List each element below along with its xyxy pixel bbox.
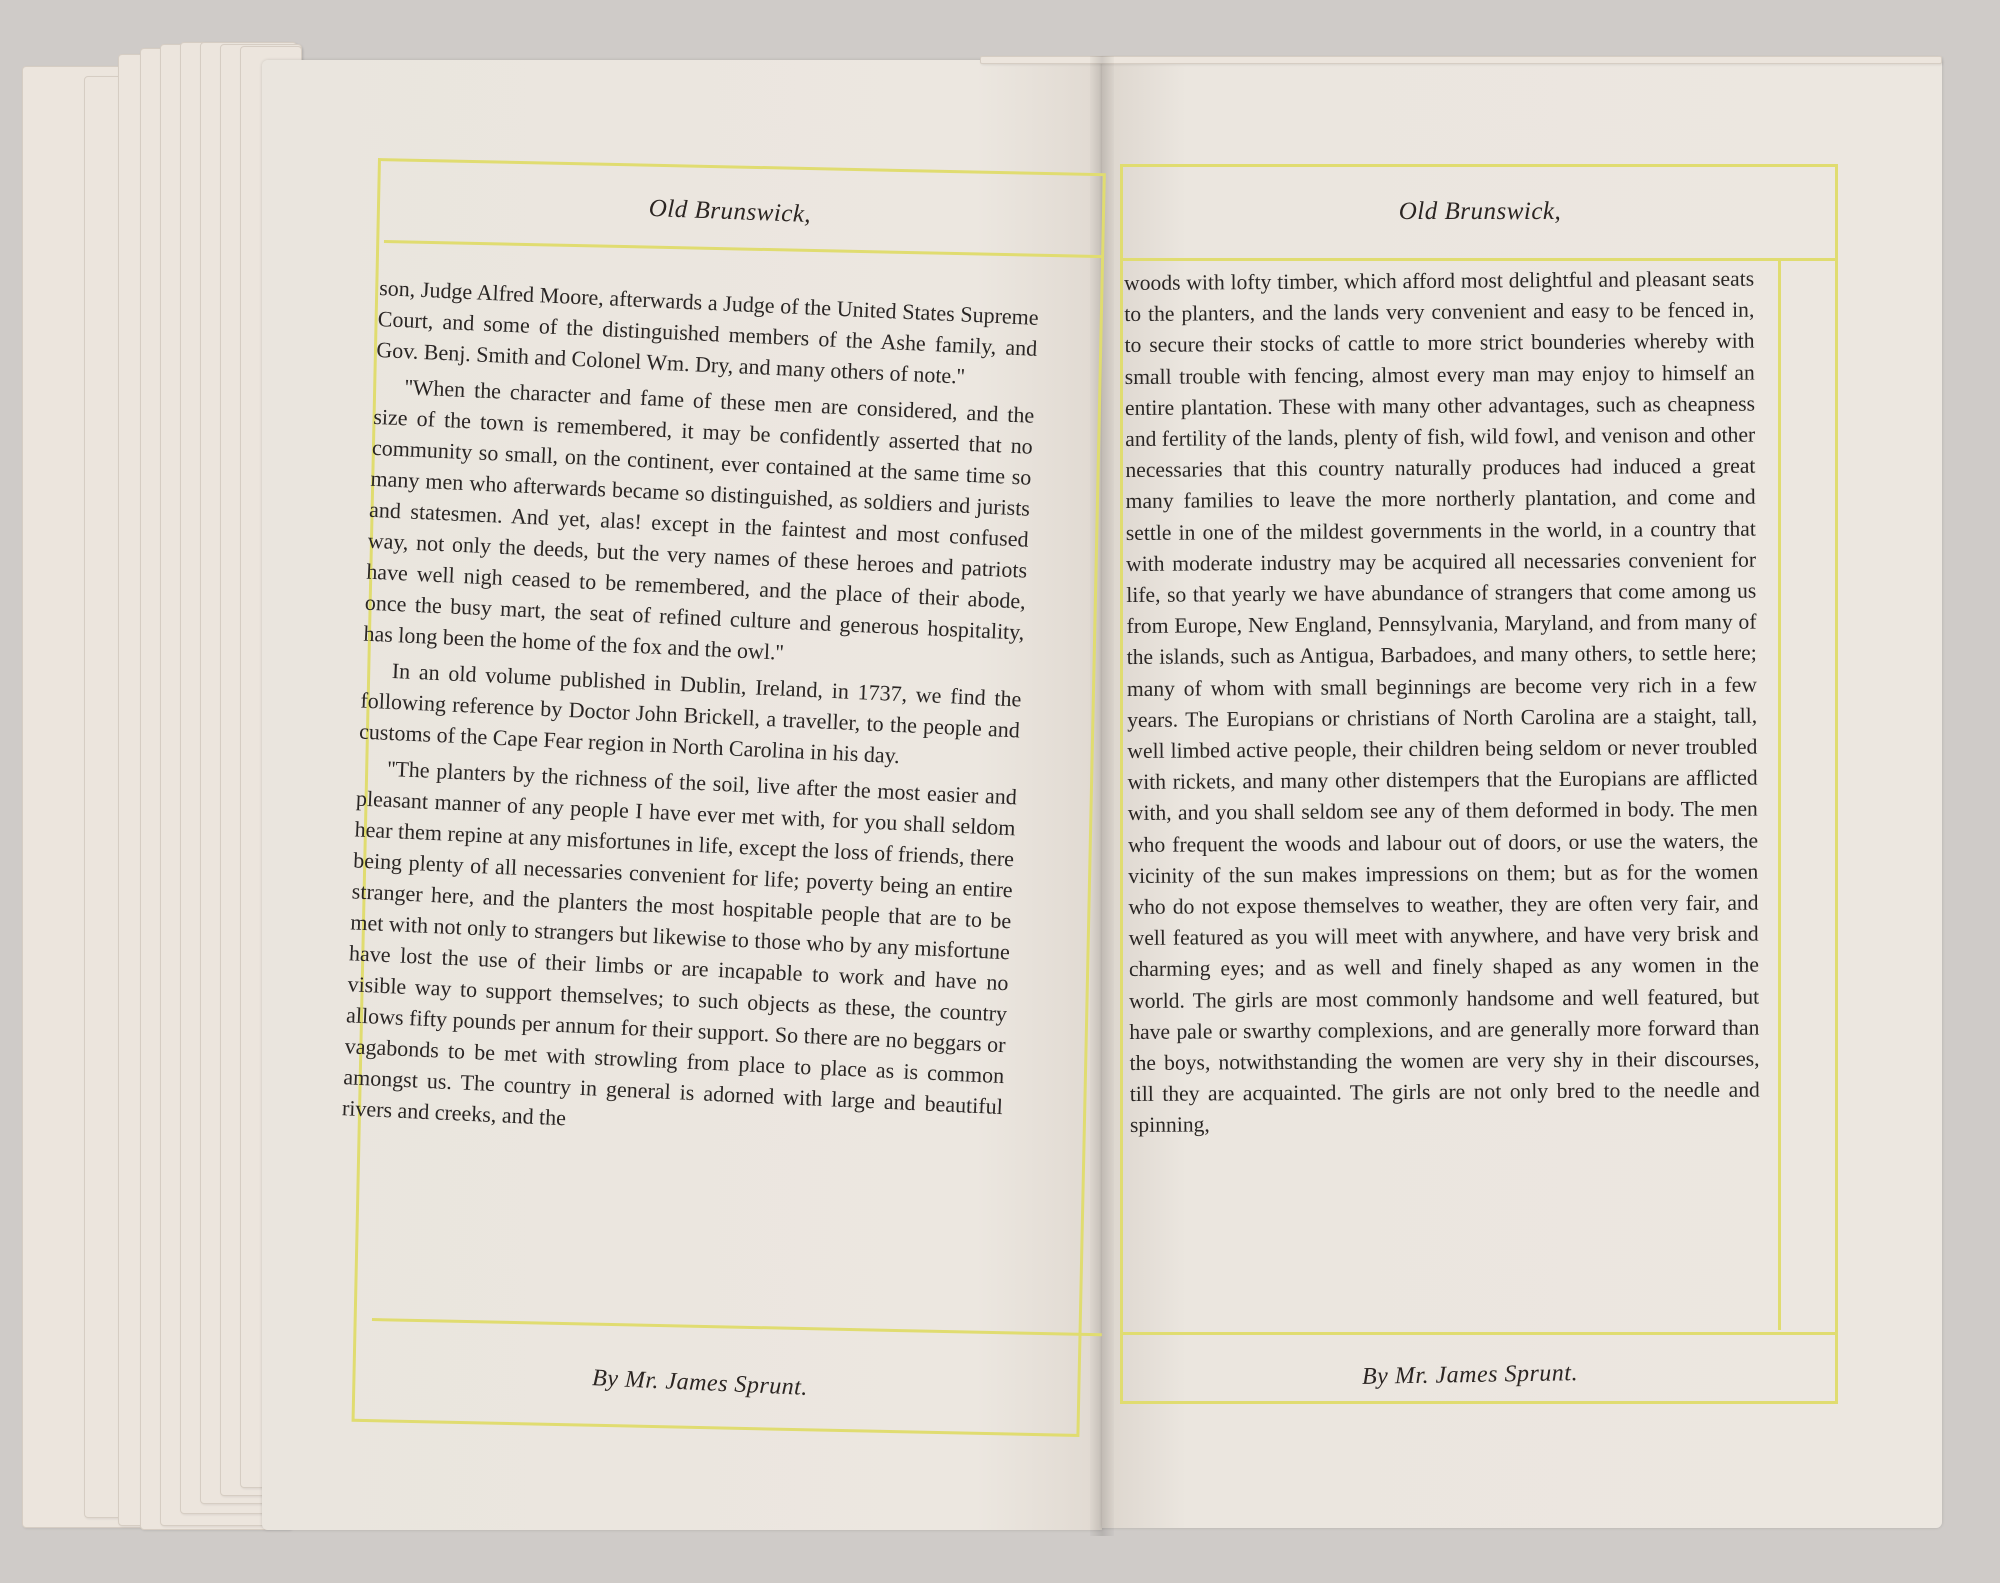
- right-page-header: Old Brunswick,: [1398, 198, 1562, 225]
- page-edge: [980, 56, 1942, 64]
- paragraph: ''When the character and fame of these men are considered, and the size of the town is remembered, it may be confidently asserted that no community so small, on the continent, ever contained at the same time so many men who afterwards became so distinguished, as soldiers and jurists and statesmen. And yet, alas! except in the faintest and most confused way, not only the deeds, but the very names of these heroes and patriots have well nigh ceased to be remembered, and the place of their abode, once the busy mart, the seat of refined culture and generous hospitality, has long been the home of the fox and the owl.'': [363, 374, 1035, 665]
- right-page-footer: By Mr. James Sprunt.: [1361, 1360, 1579, 1390]
- left-page-footer: By Mr. James Sprunt.: [591, 1365, 809, 1401]
- left-page-header: Old Brunswick,: [648, 194, 812, 229]
- right-page-body: [1124, 264, 1760, 1142]
- paragraph: son, Judge Alfred Moore, afterwards a Judge of the United States Supreme Court, and some of the distinguished members of the Ashe family, and Gov. Benj. Smith and Colonel Wm. Dry, and many others of note.'': [375, 274, 1040, 389]
- right-header-rule: [1120, 258, 1838, 261]
- right-footer-rule: [1120, 1332, 1838, 1335]
- paragraph: In an old volume published in Dublin, Ireland, in 1737, we find the following reference by Doctor John Brickell, a traveller, to the people and customs of the Cape Fear region in North Carolina in his day.: [358, 657, 1022, 769]
- paragraph: woods with lofty timber, which afford most delightful and pleasant seats to the planters, and the lands very convenient and easy to be fenced in, to secure their stocks of cattle to more strict bounderies whereby with small trouble with fencing, almost every man may enjoy to himself an entire plantation. These with many other advantages, such as cheapness and fertility of the lands, plenty of fish, wild fowl, and venison and other necessaries that this country naturally produces had induced a great many families to leave the more northerly plantation, and come and settle in one of the mildest governments in the world, in a country that with moderate industry may be acquired all necessaries convenient for life, so that yearly we have abundance of strangers that come among us from Europe, New England, Pennsylvania, Maryland, and from many of the islands, such as Antigua, Barbadoes, and many others, to settle here; many of whom with small beginnings are become very rich in a few years. The Europians or christians of North Carolina are a staight, tall, well limbed active people, their children being seldom or never troubled with rickets, and many other distempers that the Europians are afflicted with, and you shall seldom see any of them deformed in body. The men who frequent the woods and labour out of doors, or use the waters, the vicinity of the sun makes impressions on them; but as for the women who do not expose themselves to weather, they are often very fair, and well featured as you will meet with anywhere, and have very brisk and charming eyes; and as well and finely shaped as any women in the world. The girls are most commonly handsome and well featured, but have pale or swarthy complexions, and are generally more forward than the boys, notwithstanding the women are very shy in their discourses, till they are acquainted. The girls are not only bred to the needle and spinning,: [1124, 266, 1760, 1138]
- left-page-body: [341, 272, 1039, 1153]
- right-body-rule: [1778, 258, 1781, 1330]
- paragraph: ''The planters by the richness of the soil, live after the most easier and pleasant manner of any people I have ever met with, for you shall seldom hear them repine at any misfortunes in life, except the loss of friends, there being plenty of all necessaries convenient for life; poverty being an entire stranger here, and the planters the most hospitable people that are to be met with not only to strangers but likewise to those who by any misfortune have lost the use of their limbs or are incapable to work and have no visible way to support themselves; to such objects as these, the country allows fifty pounds per annum for their support. So there are no beggars or vagabonds to be met with strowling from place to place as is common amongst us. The country in general is adorned with large and beautiful rivers and creeks, and the: [341, 755, 1018, 1131]
